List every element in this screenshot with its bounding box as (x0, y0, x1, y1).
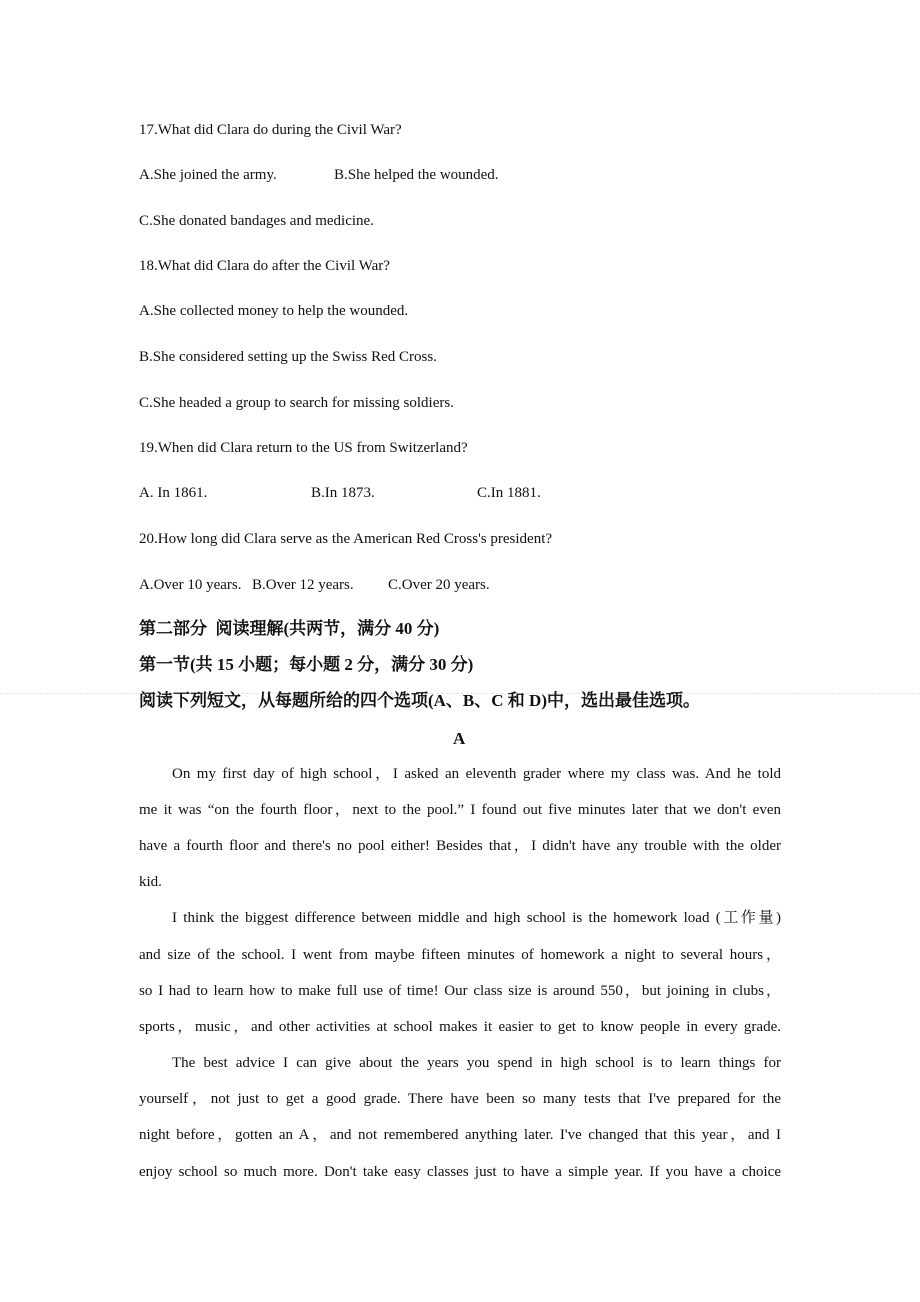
question-19: 19.When did Clara return to the US from Switzerland? (139, 440, 468, 456)
passage-line: kid. (139, 874, 162, 890)
passage-line: On my first day of high school，I asked an eleventh grader where my class was. And he told (172, 766, 781, 782)
passage-line: have a fourth floor and there's no pool either! Besides that，I didn't have any trouble with the older (139, 838, 781, 854)
q19-option-b: B.In 1873. (311, 485, 375, 501)
q19-option-c: C.In 1881. (477, 485, 541, 501)
q19-option-a: A. In 1861. (139, 485, 208, 501)
passage-label: A (453, 729, 466, 748)
q18-option-b: B.She considered setting up the Swiss Red Cross. (139, 349, 437, 365)
passage-line: The best advice I can give about the years you spend in high school is to learn things for (172, 1055, 781, 1071)
q20-option-c: C.Over 20 years. (388, 577, 490, 593)
instruction: 阅读下列短文，从每题所给的四个选项(A、B、C 和 D)中，选出最佳选项。 (139, 691, 700, 710)
q20-option-a: A.Over 10 years. (139, 577, 242, 593)
passage-line: yourself，not just to get a good grade. There have been so many tests that I've prepared for the (139, 1091, 781, 1107)
q17-option-a: A.She joined the army. (139, 167, 277, 183)
q18-option-a: A.She collected money to help the wounded. (139, 303, 409, 319)
question-17: 17.What did Clara do during the Civil War? (139, 122, 402, 138)
question-18: 18.What did Clara do after the Civil War? (139, 258, 390, 274)
part-title: 第二部分 阅读理解(共两节，满分 40 分) (139, 619, 440, 638)
passage-line: I think the biggest difference between middle and high school is the homework load (工作量) (172, 910, 781, 926)
q17-option-b: B.She helped the wounded. (334, 167, 499, 183)
question-20: 20.How long did Clara serve as the American Red Cross's president? (139, 531, 553, 547)
passage-line: sports，music，and other activities at school makes it easier to get to know people in every grade. (139, 1019, 781, 1035)
section-subtitle: 第一节(共 15 小题；每小题 2 分，满分 30 分) (139, 655, 474, 674)
passage-line: and size of the school. I went from maybe fifteen minutes of homework a night to several hours， (139, 947, 781, 963)
q20-option-b: B.Over 12 years. (252, 577, 354, 593)
q18-option-c: C.She headed a group to search for missing soldiers. (139, 395, 454, 411)
passage-line: night before，gotten an A，and not remembered anything later. I've changed that this year，and I (139, 1127, 781, 1143)
passage-line: me it was “on the fourth floor，next to the pool.” I found out five minutes later that we don't even (139, 802, 781, 818)
passage-line: so I had to learn how to make full use of time! Our class size is around 550，but joining in clubs， (139, 983, 781, 999)
passage-line: enjoy school so much more. Don't take easy classes just to have a simple year. If you have a choice (139, 1164, 781, 1180)
q17-option-c: C.She donated bandages and medicine. (139, 213, 374, 229)
